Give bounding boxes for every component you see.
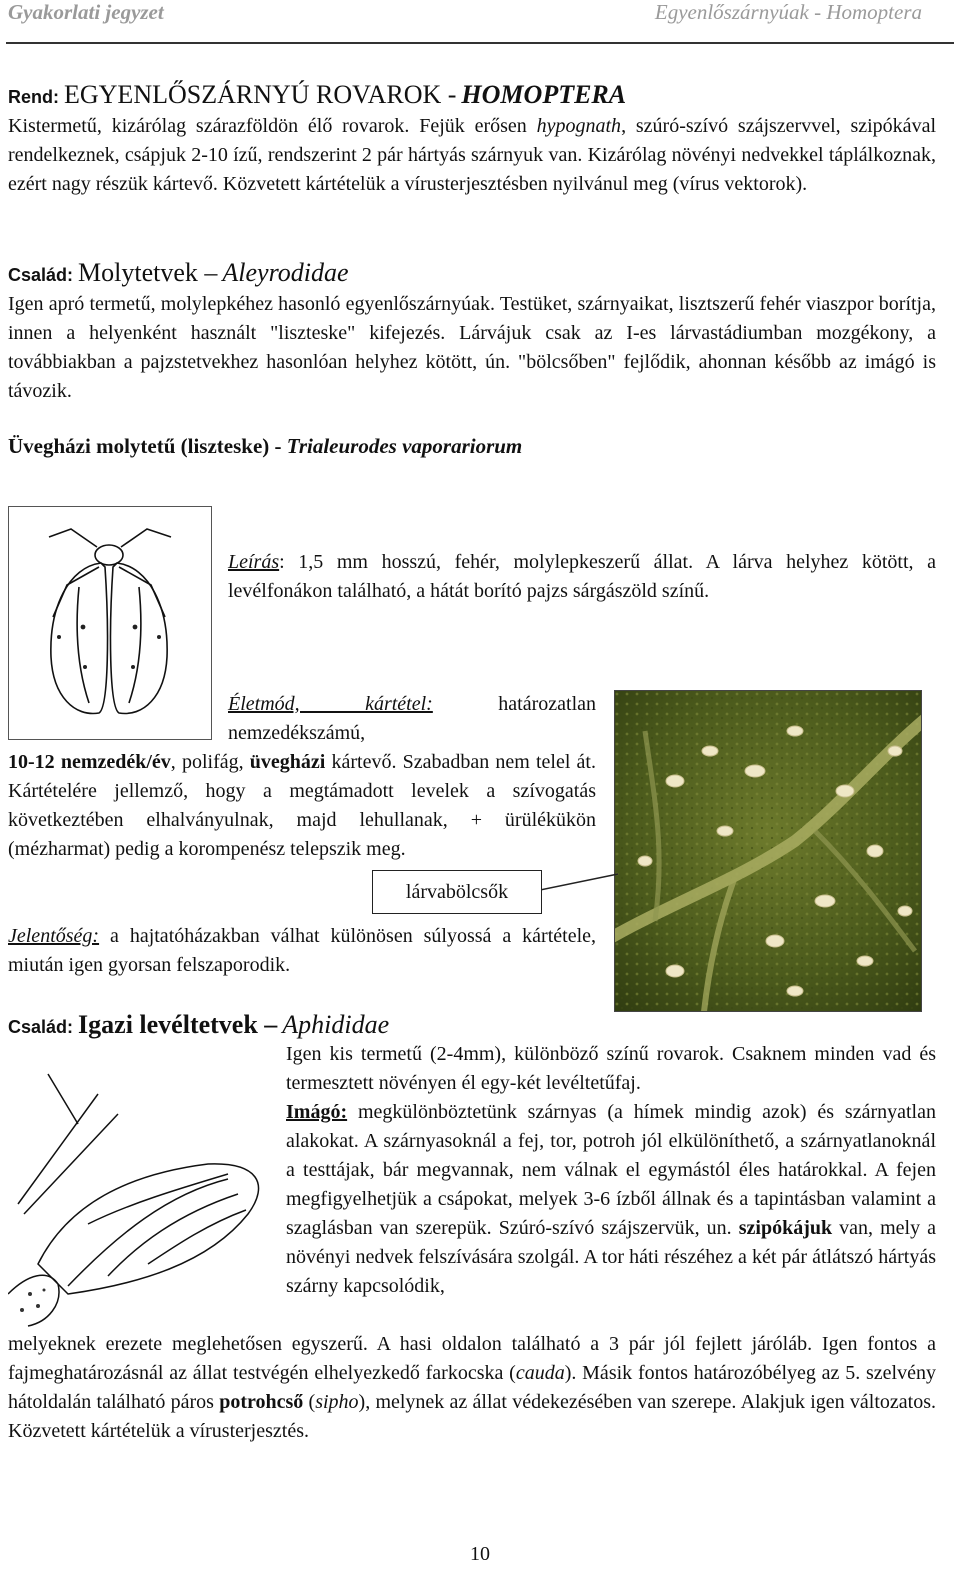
aphid-drawing xyxy=(8,1054,276,1330)
header-left: Gyakorlati jegyzet xyxy=(8,0,164,24)
whitefly-drawing xyxy=(8,506,212,740)
header-rule xyxy=(6,42,954,44)
species-significance: Jelentőség: a hajtatóházakban válhat különösen súlyossá a kártétele, miután igen gyorsan felszaporodik. xyxy=(8,925,596,976)
species-description: Leírás: 1,5 mm hosszú, fehér, molylepkeszerű állat. A lárva helyhez kötött, a levélfonákon található, a hátát borító pajzs sárgászöld színű. xyxy=(228,551,936,602)
order-heading xyxy=(8,80,626,110)
order-latin: HOMOPTERA xyxy=(461,80,627,109)
family1-latin: Aleyrodidae xyxy=(222,258,349,287)
species-life-1: Életmód, kártétel: határozatlan nemzedékszámú, xyxy=(228,693,596,744)
family1-text: Igen apró termetű, molylepkéhez hasonló egyenlőszárnyúak. Testüket, szárnyaikat, lisztszerű fehér viaszpor borítja, innen a helyenként használt "liszteske" kifejezés. Lárvájuk csak az I-es lárvastádiumban mozgékony, a továbbiakban a pajzstetvekhez hasonlóan helyhez kötött, ún. "bölcsőben" fejlődik, ahonnan később az imágó is távozik. xyxy=(8,293,936,402)
order-label: Rend: xyxy=(8,87,59,107)
family1-heading xyxy=(8,258,349,288)
family2-imago: Imágó: megkülönböztetünk szárnyas (a hímek mindig azok) és szárnyatlan alakokat. A szárnyasoknál a fej, tor, potroh jól elkülöníthető, a szárnyatlanoknál a testtájak, bár megvannak, nem válnak el egymástól éles határokkal. A fejen megfigyelhetjük a csápokat, melyek 3-6 ízből állnak és a tapintásban valamint a szaglásban van szerepük. Szúró-szívó szájszervük, un. szipókájuk van, mely a növényi nedvek felszívására szolgál. A tor háti részéhez a két pár átlátszó hártyás szárny kapcsolódik, xyxy=(286,1101,937,1297)
header-right: Egyenlőszárnyúak - Homoptera xyxy=(654,0,922,24)
family2-text-2: melyeknek erezete meglehetősen egyszerű. A hasi oldalon található a 3 pár jól fejlett járóláb. Igen fontos a fajmeghatározásnál az állat testvégén elhelyezkedő farkocska (cauda). Másik fontos határozóbélyeg az 5. szelvény hátoldalán található páros potrohcső (sipho), melynek az állat védekezésében van szerepe. Alakjuk igen változatos. Közvetett kártételük a vírusterjesztés. xyxy=(8,1333,936,1442)
larva-callout: lárvabölcsők xyxy=(372,870,542,914)
order-name: EGYENLŐSZÁRNYÚ ROVAROK - xyxy=(64,80,457,109)
leaf-photo xyxy=(614,690,922,1012)
family2-latin: Aphididae xyxy=(282,1010,390,1039)
family1-label: Család: xyxy=(8,265,74,285)
family2-text-1: Igen kis termetű (2-4mm), különböző színű rovarok. Csaknem minden vad és termesztett növényen él egy-két levéltetűfaj. xyxy=(286,1043,936,1094)
family2-label: Család: xyxy=(8,1017,74,1037)
species-name: Üvegházi molytetű (liszteske) - xyxy=(8,434,282,458)
callout-pointer xyxy=(540,870,620,900)
page-number: 10 xyxy=(470,1543,490,1565)
order-intro: Kistermetű, kizárólag szárazföldön élő rovarok. Fejük erősen hypognath, szúró-szívó szájszervvel, szipókával rendelkeznek, csápjuk 2-10 ízű, rendszerint 2 pár hártyás szárnyuk van. Kizárólag növényi nedvekkel táplálkoznak, ezért nagy részük kártevő. Közvetett kártételük a vírusterjesztésben nyilvánul meg (vírus vektorok). xyxy=(8,115,936,195)
species-latin: Trialeurodes vaporariorum xyxy=(286,434,523,458)
family1-name: Molytetvek – xyxy=(78,258,218,287)
family2-heading xyxy=(8,1010,389,1040)
species-heading xyxy=(8,434,522,459)
page-header xyxy=(8,0,922,32)
species-life-2: 10-12 nemzedék/év, polifág, üvegházi kártevő. Szabadban nem telel át. Kártételére jellemző, hogy a megtámadott levelek a szívogatás következtében elhalványulnak, majd lehullanak, + ürülékükön (mézharmat) pedig a korompenész telepszik meg. xyxy=(8,751,596,860)
family2-name: Igazi levéltetvek – xyxy=(78,1010,278,1039)
